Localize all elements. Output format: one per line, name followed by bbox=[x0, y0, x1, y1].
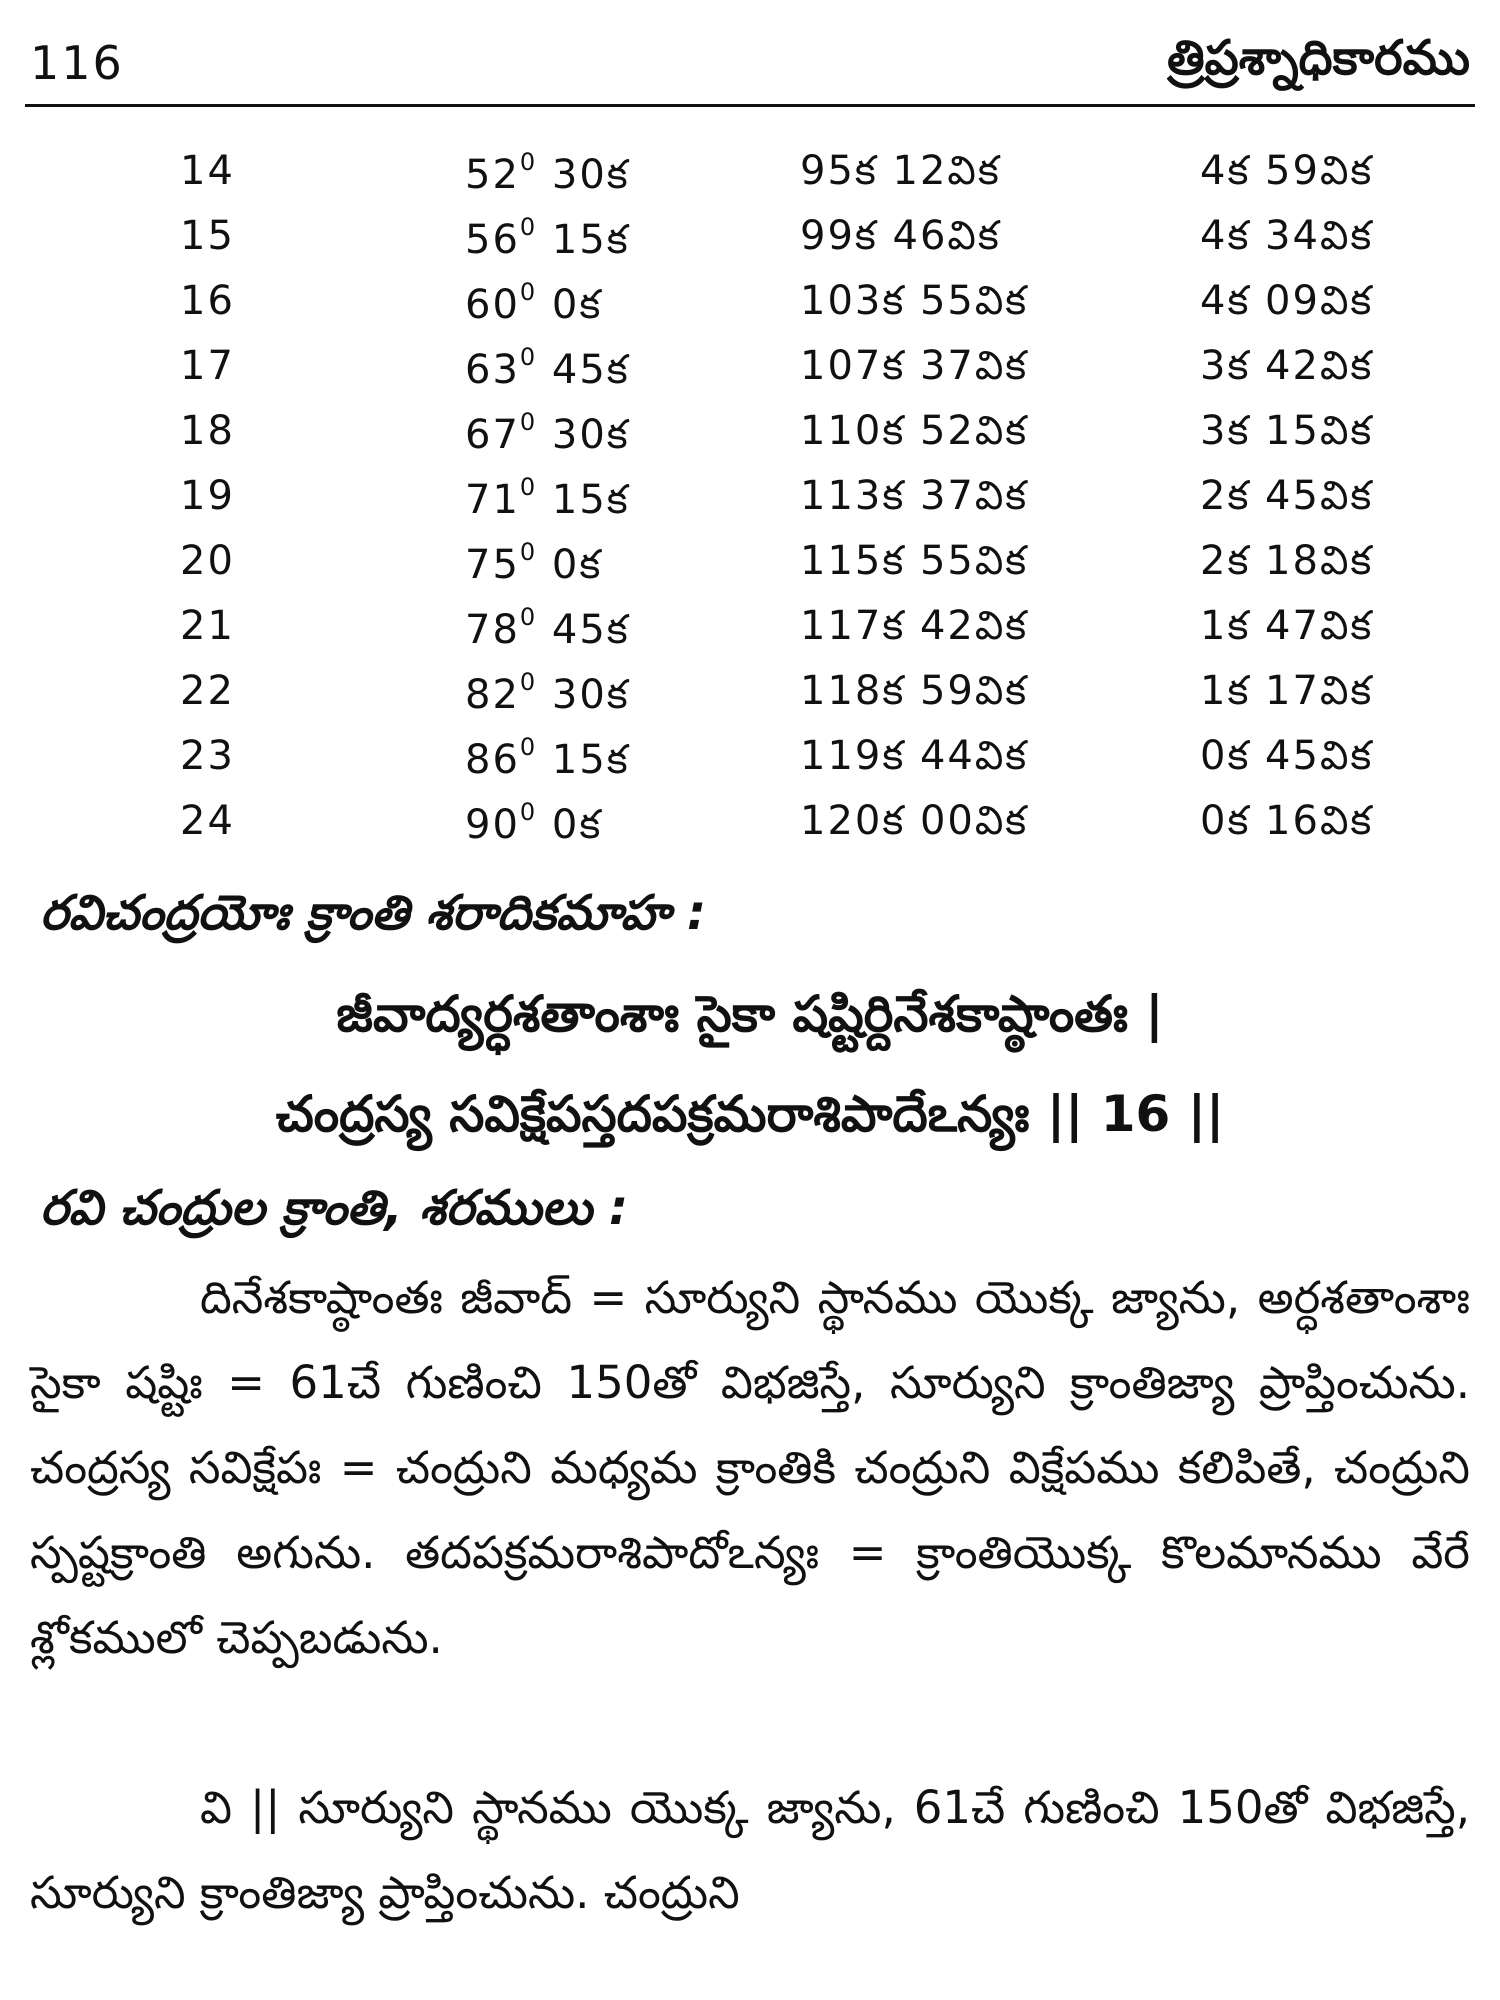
degree-mark: 0 bbox=[519, 538, 538, 566]
degree-mark: 0 bbox=[519, 798, 538, 826]
row-number: 24 bbox=[180, 798, 235, 844]
angle-minutes: 30క bbox=[551, 672, 630, 718]
section-heading-sanskrit: రవిచంద్రయోః క్రాంతి శరాదికమాహ : bbox=[40, 885, 707, 941]
row-number: 20 bbox=[180, 538, 235, 584]
header-rule bbox=[25, 104, 1475, 107]
angle-degrees: 78 bbox=[465, 607, 520, 653]
row-number: 15 bbox=[180, 213, 235, 259]
verse-line-2: చంద్రస్య సవిక్షేపస్తదపక్రమరాశిపాదేఽన్యః || 16 || bbox=[275, 1085, 1225, 1143]
row-number: 22 bbox=[180, 668, 235, 714]
section-heading-telugu: రవి చంద్రుల క్రాంతి, శరములు : bbox=[40, 1180, 629, 1236]
value-cell-1: 118క 59విక bbox=[800, 668, 1029, 714]
value-cell-2: 1క 17విక bbox=[1200, 668, 1374, 714]
row-number: 21 bbox=[180, 603, 235, 649]
table-row bbox=[150, 205, 1430, 270]
page-number: 116 bbox=[30, 36, 124, 90]
row-number: 19 bbox=[180, 473, 235, 519]
value-cell-1: 103క 55విక bbox=[800, 278, 1029, 324]
explanation-paragraph bbox=[30, 1765, 1470, 1935]
value-cell-2: 4క 59విక bbox=[1200, 148, 1374, 194]
angle-cell bbox=[465, 213, 630, 273]
angle-degrees: 60 bbox=[465, 282, 520, 328]
value-cell-1: 107క 37విక bbox=[800, 343, 1029, 389]
angle-degrees: 67 bbox=[465, 412, 520, 458]
angle-minutes: 30క bbox=[551, 412, 630, 458]
table-row bbox=[150, 270, 1430, 335]
angle-degrees: 63 bbox=[465, 347, 520, 393]
page-header bbox=[30, 30, 1470, 100]
row-number: 16 bbox=[180, 278, 235, 324]
angle-minutes: 45క bbox=[551, 347, 630, 393]
angle-degrees: 52 bbox=[465, 152, 520, 198]
angle-cell bbox=[465, 733, 630, 793]
degree-mark: 0 bbox=[519, 473, 538, 501]
value-cell-2: 3క 15విక bbox=[1200, 408, 1374, 454]
table-row bbox=[150, 400, 1430, 465]
table-row bbox=[150, 595, 1430, 660]
value-cell-2: 3క 42విక bbox=[1200, 343, 1374, 389]
angle-minutes: 30క bbox=[551, 152, 630, 198]
angle-cell bbox=[465, 343, 630, 403]
row-number: 18 bbox=[180, 408, 235, 454]
degree-mark: 0 bbox=[519, 148, 538, 176]
angle-minutes: 0క bbox=[551, 282, 603, 328]
verse-line-1: జీవాద్యర్ధశతాంశాః సైకా షష్టిర్దినేశకాష్ఠాంతః | bbox=[336, 985, 1164, 1043]
table-row bbox=[150, 335, 1430, 400]
value-cell-1: 120క 00విక bbox=[800, 798, 1029, 844]
angle-minutes: 15క bbox=[551, 477, 630, 523]
angle-minutes: 45క bbox=[551, 607, 630, 653]
value-cell-2: 0క 45విక bbox=[1200, 733, 1374, 779]
row-number: 17 bbox=[180, 343, 235, 389]
table-row bbox=[150, 140, 1430, 205]
angle-cell bbox=[465, 278, 602, 338]
angle-minutes: 0క bbox=[551, 802, 603, 848]
angle-cell bbox=[465, 798, 602, 858]
table-row bbox=[150, 790, 1430, 855]
degree-mark: 0 bbox=[519, 343, 538, 371]
angle-cell bbox=[465, 603, 630, 663]
angle-cell bbox=[465, 473, 630, 533]
degree-mark: 0 bbox=[519, 213, 538, 241]
running-title: త్రిప్రశ్నాధికారము bbox=[1167, 30, 1470, 86]
explanation-text: వి || సూర్యుని స్థానము యొక్క జ్యాను, 61చే గుణించి 150తో విభజిస్తే, సూర్యుని క్రాంతిజ్యా ప్రాప్తించును. చంద్రుని bbox=[30, 1781, 1470, 1919]
value-cell-2: 2క 18విక bbox=[1200, 538, 1374, 584]
value-cell-1: 95క 12విక bbox=[800, 148, 1001, 194]
commentary-text: దినేశకాష్ఠాంతః జీవాద్ = సూర్యుని స్థానము యొక్క జ్యాను, అర్ధశతాంశాః సైకా షష్టిః = 61చే గుణించి 150తో విభజిస్తే, సూర్యుని క్రాంతిజ్యా ప్రాప్తించును. చంద్రస్య సవిక్షేపః = చంద్రుని మధ్యమ క్రాంతికి చంద్రుని విక్షేపము కలిపితే, చంద్రుని స్పష్టక్రాంతి అగును. తదపక్రమరాశిపాదోఽన్యః = క్రాంతియొక్క కొలమానము వేరే శ్లోకములో చెప్పబడును. bbox=[30, 1271, 1470, 1664]
degree-mark: 0 bbox=[519, 733, 538, 761]
table-row bbox=[150, 530, 1430, 595]
angle-degrees: 82 bbox=[465, 672, 520, 718]
value-cell-1: 99క 46విక bbox=[800, 213, 1001, 259]
data-table bbox=[150, 140, 1430, 855]
degree-mark: 0 bbox=[519, 408, 538, 436]
angle-minutes: 0క bbox=[551, 542, 603, 588]
value-cell-2: 1క 47విక bbox=[1200, 603, 1374, 649]
degree-mark: 0 bbox=[519, 668, 538, 696]
value-cell-1: 113క 37విక bbox=[800, 473, 1029, 519]
angle-minutes: 15క bbox=[551, 737, 630, 783]
value-cell-1: 115క 55విక bbox=[800, 538, 1029, 584]
value-cell-2: 4క 09విక bbox=[1200, 278, 1374, 324]
angle-degrees: 90 bbox=[465, 802, 520, 848]
angle-degrees: 75 bbox=[465, 542, 520, 588]
angle-cell bbox=[465, 148, 630, 208]
table-row bbox=[150, 660, 1430, 725]
angle-degrees: 71 bbox=[465, 477, 520, 523]
value-cell-2: 4క 34విక bbox=[1200, 213, 1374, 259]
value-cell-1: 119క 44విక bbox=[800, 733, 1029, 779]
value-cell-1: 110క 52విక bbox=[800, 408, 1029, 454]
degree-mark: 0 bbox=[519, 278, 538, 306]
value-cell-1: 117క 42విక bbox=[800, 603, 1029, 649]
table-row bbox=[150, 725, 1430, 790]
value-cell-2: 0క 16విక bbox=[1200, 798, 1374, 844]
angle-minutes: 15క bbox=[551, 217, 630, 263]
angle-cell bbox=[465, 408, 630, 468]
degree-mark: 0 bbox=[519, 603, 538, 631]
row-number: 23 bbox=[180, 733, 235, 779]
angle-cell bbox=[465, 538, 602, 598]
row-number: 14 bbox=[180, 148, 235, 194]
angle-degrees: 56 bbox=[465, 217, 520, 263]
angle-degrees: 86 bbox=[465, 737, 520, 783]
angle-cell bbox=[465, 668, 630, 728]
value-cell-2: 2క 45విక bbox=[1200, 473, 1374, 519]
table-row bbox=[150, 465, 1430, 530]
commentary-paragraph bbox=[30, 1255, 1470, 1680]
